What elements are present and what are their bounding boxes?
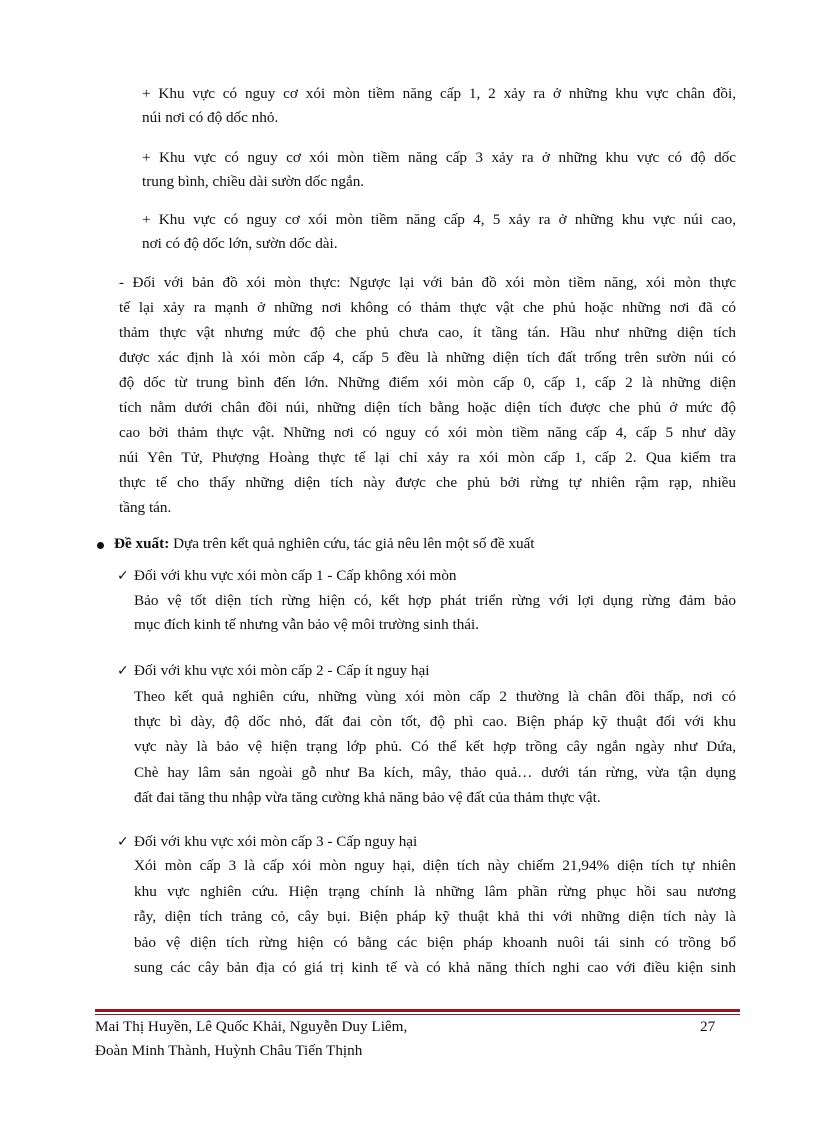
text-line: Xói mòn cấp 3 là cấp xói mòn nguy hại, diện tích này chiếm 21,94% diện tích tự nhiên	[134, 857, 736, 874]
text-line: thực tế cho thấy những diện tích này được che phủ bởi rừng tự nhiên rậm rạp, nhiều	[119, 474, 736, 491]
proposal-3-heading	[134, 830, 734, 854]
checkmark-icon: ✓	[117, 568, 129, 584]
potential-item-1	[142, 82, 736, 130]
page-number: 27	[700, 1018, 716, 1035]
text-line: vực này là bảo vệ hiện trạng lớp phủ. Có thể kết hợp trồng cây ngắn ngày như Dứa,	[134, 738, 736, 756]
potential-item-2	[142, 146, 736, 194]
text-line: + Khu vực có nguy cơ xói mòn tiềm năng cấp 4, 5 xảy ra ở những khu vực núi cao,	[142, 211, 736, 228]
text-line: được xác định là xói mòn cấp 4, cấp 5 đều là những diện tích đất trống trên sườn núi có	[119, 349, 736, 366]
footer-rule	[95, 1009, 740, 1012]
proposal-heading: Đối với khu vực xói mòn cấp 1 - Cấp không xói mòn	[134, 567, 457, 584]
proposal-1-heading	[134, 564, 734, 588]
text-line: bảo vệ diện tích rừng hiện có bằng các biện pháp khoanh nuôi tái sinh có trồng bổ	[134, 933, 736, 951]
text-line: + Khu vực có nguy cơ xói mòn tiềm năng cấp 1, 2 xảy ra ở những khu vực chân đồi,	[142, 85, 736, 102]
text-line: thảm thực vật nhưng mức độ che phủ chưa cao, ít tầng tán. Hầu như những diện tích	[119, 324, 736, 341]
text-line: - Đối với bản đồ xói mòn thực: Ngược lại với bản đồ xói mòn tiềm năng, xói mòn thực	[119, 274, 736, 291]
text-line: khu vực nghiên cứu. Hiện trạng chính là những lâm phần rừng phục hồi sau nương	[134, 882, 736, 900]
text-line: + Khu vực có nguy cơ xói mòn tiềm năng cấp 3 xảy ra ở những khu vực có độ dốc	[142, 149, 736, 166]
text-line: tế lại xảy ra mạnh ở những nơi không có thảm thực vật che phủ hoặc những nơi đã có	[119, 299, 736, 316]
text-line: núi Yên Tử, Phượng Hoàng thực tế lại chỉ xảy ra xói mòn cấp 1, cấp 2. Qua kiểm tra	[119, 449, 736, 466]
actual-erosion-paragraph	[119, 270, 736, 520]
bullet-icon	[97, 542, 104, 549]
footer-authors-line-1: Mai Thị Huyền, Lê Quốc Khải, Nguyễn Duy Liêm,	[95, 1018, 408, 1035]
text-line: Theo kết quả nghiên cứu, những vùng xói mòn cấp 2 thường là chân đồi thấp, nơi có	[134, 688, 736, 705]
text-line: cao bởi thảm thực vật. Những nơi có nguy có xói mòn tiềm năng cấp 4, cấp 5 như dãy	[119, 424, 736, 441]
text-line: núi nơi có độ dốc nhỏ.	[142, 109, 279, 127]
footer-authors	[95, 1015, 655, 1063]
footer-authors-line-2: Đoàn Minh Thành, Huỳnh Châu Tiến Thịnh	[95, 1042, 363, 1059]
proposal-text: Dựa trên kết quả nghiên cứu, tác giả nêu lên một số đề xuất	[173, 535, 535, 552]
text-line: sung các cây bản địa có giá trị kinh tế và có khả năng thích nghi cao với điều kiện sinh	[134, 959, 736, 977]
proposal-line	[114, 532, 736, 556]
proposal-3-body	[134, 853, 736, 981]
proposal-label: Đề xuất:	[114, 535, 170, 552]
text-line: tầng tán.	[119, 499, 172, 516]
proposal-2-body	[134, 684, 736, 810]
proposal-heading: Đối với khu vực xói mòn cấp 2 - Cấp ít nguy hại	[134, 662, 430, 679]
text-line: nơi có độ dốc lớn, sườn dốc dài.	[142, 235, 338, 253]
text-line: tích nằm dưới chân đồi núi, những diện tích bằng hoặc diện tích được che phủ ở mức độ	[119, 399, 736, 416]
text-line: thực bì dày, độ dốc nhỏ, đất đai còn tốt, độ phì cao. Biện pháp kỹ thuật đối với khu	[134, 713, 736, 731]
proposal-1-body	[134, 589, 736, 637]
text-line: độ dốc từ trung bình đến lớn. Những điểm xói mòn cấp 0, cấp 1, cấp 2 là những diện	[119, 374, 736, 391]
potential-item-3	[142, 208, 736, 256]
checkmark-icon: ✓	[117, 834, 129, 850]
text-line: Bảo vệ tốt diện tích rừng hiện có, kết hợp phát triển rừng với lợi dụng rừng đảm bảo	[134, 592, 736, 609]
text-line: rẫy, diện tích trảng cỏ, cây bụi. Biện pháp kỹ thuật khả thi với những diện tích này là	[134, 908, 736, 926]
text-line: đất đai tăng thu nhập vừa tăng cường khả năng bảo vệ đất của thảm thực vật.	[134, 788, 601, 806]
text-line: mục đích kinh tế nhưng vẫn bảo vệ môi trường sinh thái.	[134, 616, 480, 634]
text-line: trung bình, chiều dài sườn dốc ngắn.	[142, 173, 365, 191]
text-line: Chè hay lâm sản ngoài gỗ như Ba kích, mây, thảo quả… dưới tán rừng, vừa tận dụng	[134, 763, 736, 781]
proposal-heading: Đối với khu vực xói mòn cấp 3 - Cấp nguy hại	[134, 833, 418, 850]
proposal-2-heading	[134, 659, 734, 683]
checkmark-icon: ✓	[117, 663, 129, 679]
